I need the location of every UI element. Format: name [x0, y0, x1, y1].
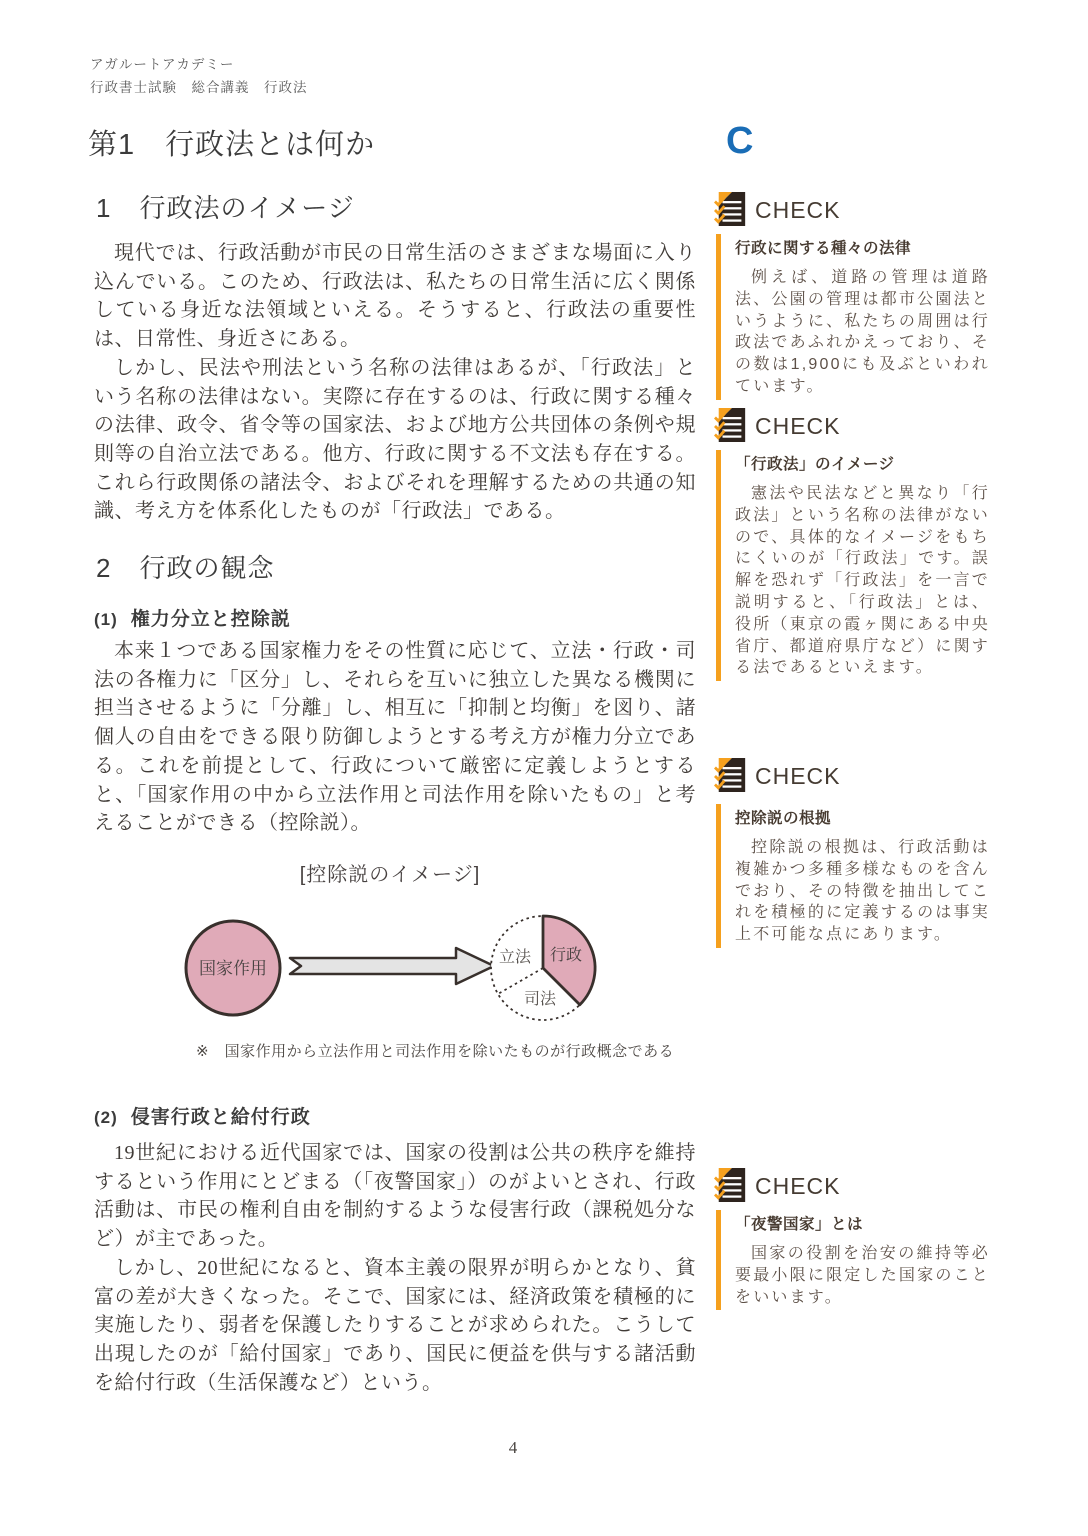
check-box-title: 控除説の根拠 — [735, 810, 832, 827]
arrow-icon — [290, 948, 494, 984]
check-notepad-icon — [714, 406, 748, 446]
section-2-title: 行政の観念 — [139, 553, 275, 583]
figure-title: [控除説のイメージ] — [299, 864, 481, 886]
publisher-name: アガルートアカデミー — [90, 57, 235, 72]
chapter-heading — [88, 122, 375, 163]
chapter-title: 行政法とは何か — [165, 129, 376, 161]
paragraph: しかし、民法や刑法という名称の法律はあるが、「行政法」という名称の法律はない。実際に存在するのは、行政に関する種々の法律、政令、省令等の国家法、および地方公共団体の条例や規則等の自治立法である。他方、行政に関する不文法も存在する。これら行政関係の諸法令、およびそれを理解するための共通の知識、考え方を体系化したものが「行政法」である。 — [94, 356, 696, 523]
check-box-body: 例えば、道路の管理は道路法、公園の管理は都市公園法というように、私たちの周囲は行政法であふれかえっており、その数は1,900にも及ぶといわれています。 — [735, 269, 990, 395]
check-box-title: 行政に関する種々の法律 — [735, 240, 912, 257]
check-box-4 — [716, 1210, 990, 1310]
check-box-title: 「行政法」のイメージ — [735, 456, 895, 473]
section-1-number: 1 — [96, 193, 112, 223]
administrative-label: 行政 — [549, 947, 583, 964]
check-notepad-icon — [714, 1166, 748, 1206]
paragraph: 現代では、行政活動が市民の日常生活のさまざまな場面に入り込んでいる。このため、行政法は、私たちの日常生活に広く関係している身近な法領域といえる。そうすると、行政法の重要性は、日常性、身近さにある。 — [94, 242, 696, 351]
check-label: CHECK — [755, 196, 841, 223]
check-box-body: 控除説の根拠は、行政活動は複雑かつ多種多様なものを含んでおり、その特徴を抽出してこれを積極的に定義するのは事実上不可能な点にあります。 — [735, 839, 990, 944]
judicial-label: 司法 — [523, 991, 557, 1008]
check-header-3 — [714, 756, 841, 796]
check-label: CHECK — [755, 762, 841, 789]
check-box-title: 「夜警国家」とは — [735, 1216, 864, 1233]
course-title: 行政書士試験 総合講義 行政法 — [90, 79, 308, 95]
check-box-body: 国家の役割を治安の維持等必要最小限に限定した国家のことをいいます。 — [735, 1245, 990, 1306]
subsection-1-body — [94, 637, 696, 838]
subsection-2-title: 侵害行政と給付行政 — [130, 1107, 311, 1128]
check-box-2 — [716, 450, 990, 681]
check-label: CHECK — [755, 1172, 841, 1199]
subsection-1-number: (1) — [94, 610, 118, 629]
check-box-1 — [716, 234, 990, 400]
section-1-body — [94, 239, 696, 526]
check-label: CHECK — [755, 412, 841, 439]
page-number: 4 — [508, 1438, 518, 1457]
subsection-1-title: 権力分立と控除説 — [130, 609, 291, 630]
subsection-2-number: (2) — [94, 1108, 118, 1127]
subsection-2-body — [94, 1139, 696, 1397]
section-1-heading — [96, 188, 355, 225]
subtraction-theory-diagram — [140, 896, 660, 1046]
section-2-number: 2 — [96, 553, 112, 583]
check-header-2 — [714, 406, 841, 446]
subsection-2-heading — [94, 1102, 311, 1129]
brand-logo-c: C — [726, 120, 754, 162]
section-2-heading — [96, 548, 274, 585]
paragraph: しかし、20世紀になると、資本主義の限界が明らかとなり、貧富の差が大きくなった。そこで、国家には、経済政策を積極的に実施したり、弱者を保護したりすることが求められた。こうして出現したのが「給付国家」であり、国民に便益を供与する諸活動を給付行政（生活保護など）という。 — [94, 1256, 696, 1394]
check-box-3 — [716, 804, 990, 948]
figure-note: ※ 国家作用から立法作用と司法作用を除いたものが行政概念である — [196, 1043, 675, 1060]
subsection-1-heading — [94, 604, 291, 631]
document-header — [90, 54, 308, 100]
legislative-label: 立法 — [498, 949, 532, 966]
check-notepad-icon — [714, 190, 748, 230]
check-header-1 — [714, 190, 841, 230]
chapter-number: 第1 — [88, 129, 136, 161]
section-1-title: 行政法のイメージ — [139, 193, 355, 223]
check-box-body: 憲法や民法などと異なり「行政法」という名称の法律がないので、具体的なイメージをもちにくいのが「行政法」です。誤解を恐れず「行政法」を一言で説明すると、「行政法」とは、役所（東京の霞ヶ関にある中央省庁、都道府県庁など）に関する法であるといえます。 — [735, 485, 990, 677]
paragraph: 本来１つである国家権力をその性質に応じて、立法・行政・司法の各権力に「区分」し、それらを互いに独立した異なる機関に担当させるように「分離」し、相互に「抑制と均衡」を図り、諸個人の自由をできる限り防御しようとする考え方が権力分立である。これを前提として、行政について厳密に定義しようとすると、「国家作用の中から立法作用と司法作用を除いたもの」と考えることができる（控除説）。 — [94, 640, 696, 835]
paragraph: 19世紀における近代国家では、国家の役割は公共の秩序を維持するという作用にとどまる（「夜警国家」）のがよいとされ、行政活動は、市民の権利自由を制約するような侵害行政（課税処分など）が主であった。 — [94, 1142, 696, 1251]
check-notepad-icon — [714, 756, 748, 796]
check-header-4 — [714, 1166, 841, 1206]
state-action-label: 国家作用 — [199, 959, 267, 978]
